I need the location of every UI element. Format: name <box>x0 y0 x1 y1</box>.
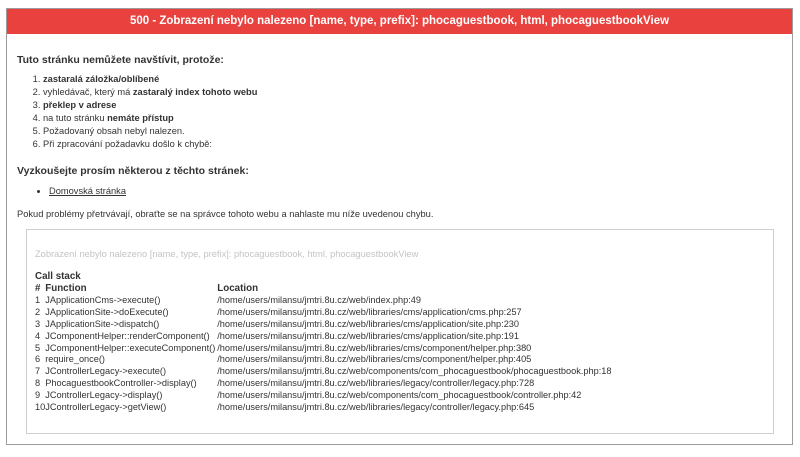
error-page <box>6 8 793 445</box>
row-location: /home/users/milansu/jmtri.8u.cz/web/components/com_phocaguestbook/phocaguestbook.php:18 <box>217 366 612 377</box>
call-stack-row <box>35 389 612 401</box>
call-stack-table <box>35 282 612 413</box>
reasons-list <box>29 73 257 151</box>
row-location: /home/users/milansu/jmtri.8u.cz/web/index.php:49 <box>217 294 421 305</box>
row-function: JComponentHelper::renderComponent() <box>45 330 210 341</box>
call-stack-row <box>35 401 612 413</box>
row-location: /home/users/milansu/jmtri.8u.cz/web/libraries/cms/component/helper.php:405 <box>217 354 532 365</box>
column-header-function: Function <box>45 282 87 294</box>
advice-text: Pokud problémy přetrvávají, obraťte se na správce tohoto webu a nahlaste mu níže uvedenou chybu. <box>17 209 434 219</box>
row-function: PhocaguestbookController->display() <box>45 378 197 389</box>
row-number: 10 <box>35 401 46 412</box>
row-function: JComponentHelper::executeComponent() <box>45 342 216 353</box>
row-location: /home/users/milansu/jmtri.8u.cz/web/libraries/cms/application/site.php:230 <box>217 318 520 329</box>
row-number: 1 <box>35 294 41 305</box>
row-location: /home/users/milansu/jmtri.8u.cz/web/components/com_phocaguestbook/controller.php:42 <box>217 390 582 401</box>
call-stack-row <box>35 330 612 342</box>
call-stack-row <box>35 365 612 377</box>
reason-text: překlep v adrese <box>43 100 117 110</box>
link-item <box>49 186 126 196</box>
reason-item <box>43 125 257 138</box>
row-function: require_once() <box>45 354 105 365</box>
row-location: /home/users/milansu/jmtri.8u.cz/web/libraries/cms/application/cms.php:257 <box>217 306 522 317</box>
row-function: JApplicationCms->execute() <box>45 294 161 305</box>
call-stack-row <box>35 377 612 389</box>
column-header-location: Location <box>217 282 259 294</box>
reason-item <box>43 138 257 151</box>
row-function: JApplicationSite->dispatch() <box>45 318 160 329</box>
row-location: /home/users/milansu/jmtri.8u.cz/web/libraries/cms/component/helper.php:380 <box>217 342 532 353</box>
row-number: 8 <box>35 378 41 389</box>
reason-text: zastaralý index tohoto webu <box>132 87 258 97</box>
reason-item <box>43 99 257 112</box>
row-location: /home/users/milansu/jmtri.8u.cz/web/libraries/cms/application/site.php:191 <box>217 330 520 341</box>
call-stack-title: Call stack <box>35 271 81 282</box>
column-header-number: # <box>35 282 41 294</box>
reason-text: vyhledávač, který má <box>43 87 133 97</box>
reason-text: Při zpracování požadavku došlo k chybě: <box>43 139 212 149</box>
call-stack-row <box>35 353 612 365</box>
row-number: 6 <box>35 354 41 365</box>
row-function: JControllerLegacy->display() <box>45 390 163 401</box>
row-number: 2 <box>35 306 41 317</box>
error-details-box <box>26 229 774 434</box>
reason-item <box>43 86 257 99</box>
reason-text: na tuto stránku <box>43 113 108 123</box>
row-location: /home/users/milansu/jmtri.8u.cz/web/libraries/legacy/controller/legacy.php:645 <box>217 401 535 412</box>
reason-item <box>43 73 257 86</box>
error-title-bar: 500 - Zobrazení nebylo nalezeno [name, type, prefix]: phocaguestbook, html, phocaguestbookView <box>7 9 792 34</box>
reason-item <box>43 112 257 125</box>
row-number: 4 <box>35 330 41 341</box>
row-location: /home/users/milansu/jmtri.8u.cz/web/libraries/legacy/controller/legacy.php:728 <box>217 378 535 389</box>
row-number: 3 <box>35 318 41 329</box>
error-message: Zobrazení nebylo nalezeno [name, type, prefix]: phocaguestbook, html, phocaguestbookView <box>35 249 419 259</box>
suggested-links-list <box>37 186 126 196</box>
row-function: JControllerLegacy->execute() <box>45 366 167 377</box>
row-number: 7 <box>35 366 41 377</box>
reason-text: nemáte přístup <box>107 113 174 123</box>
reason-text: zastaralá záložka/oblíbené <box>43 74 160 84</box>
call-stack-row <box>35 318 612 330</box>
call-stack-header-row <box>35 282 612 294</box>
row-number: 9 <box>35 390 41 401</box>
intro-heading: Tuto stránku nemůžete navštívit, protože: <box>17 54 224 66</box>
row-number: 5 <box>35 342 41 353</box>
call-stack-row <box>35 306 612 318</box>
try-pages-heading: Vyzkoušejte prosím některou z těchto stránek: <box>17 165 249 177</box>
row-function: JControllerLegacy->getView() <box>45 401 167 412</box>
row-function: JApplicationSite->doExecute() <box>45 306 169 317</box>
home-page-link[interactable]: Domovská stránka <box>49 186 126 196</box>
call-stack-row <box>35 294 612 306</box>
call-stack-row <box>35 342 612 354</box>
reason-text: Požadovaný obsah nebyl nalezen. <box>43 126 185 136</box>
